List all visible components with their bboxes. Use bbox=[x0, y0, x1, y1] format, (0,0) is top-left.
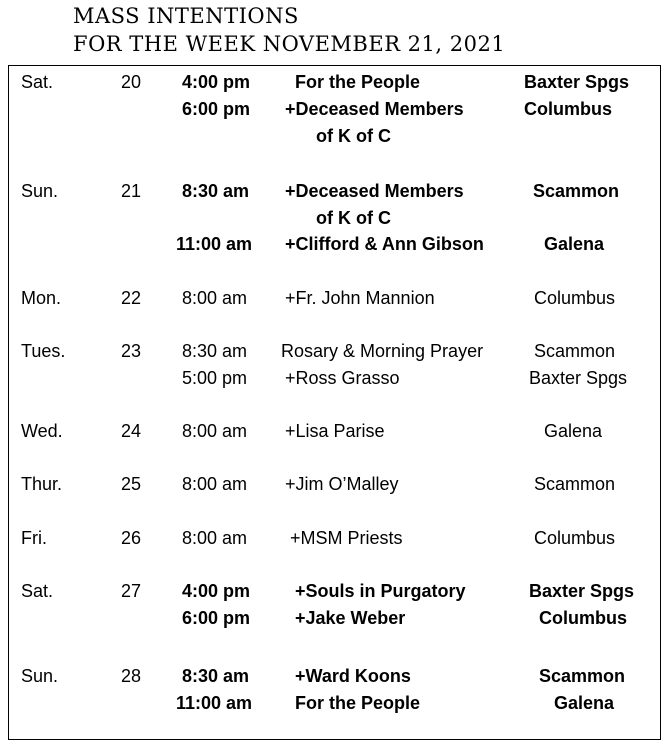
mass-intention: For the People bbox=[295, 693, 421, 713]
mass-time: 4:00 pm bbox=[182, 581, 251, 601]
day-label: Tues. bbox=[21, 341, 66, 361]
mass-location: Baxter Spgs bbox=[529, 368, 628, 388]
mass-intention: +Souls in Purgatory bbox=[295, 581, 466, 601]
mass-intention: +Fr. John Mannion bbox=[285, 288, 435, 308]
mass-intention: +Jim O’Malley bbox=[285, 474, 399, 494]
mass-intention: +Clifford & Ann Gibson bbox=[285, 234, 484, 254]
day-label: Mon. bbox=[21, 288, 62, 308]
mass-intention: For the People bbox=[295, 72, 421, 92]
date-label: 24 bbox=[121, 421, 142, 441]
day-label: Wed. bbox=[21, 421, 63, 441]
mass-intention: +MSM Priests bbox=[290, 528, 403, 548]
mass-intention: Rosary & Morning Prayer bbox=[281, 341, 484, 361]
mass-time: 6:00 pm bbox=[182, 608, 251, 628]
mass-intention: +Lisa Parise bbox=[285, 421, 385, 441]
day-label: Sat. bbox=[21, 72, 54, 92]
page-title-line-1: MASS INTENTIONS bbox=[73, 4, 299, 28]
mass-time: 8:00 am bbox=[182, 474, 248, 494]
day-label: Sat. bbox=[21, 581, 54, 601]
date-label: 25 bbox=[121, 474, 142, 494]
date-label: 21 bbox=[121, 181, 142, 201]
mass-time: 11:00 am bbox=[176, 693, 253, 713]
date-label: 22 bbox=[121, 288, 142, 308]
mass-intention: +Deceased Members bbox=[285, 181, 464, 201]
mass-time: 8:30 am bbox=[182, 341, 248, 361]
mass-location: Scammon bbox=[534, 474, 616, 494]
mass-intention: +Ross Grasso bbox=[285, 368, 400, 388]
date-label: 27 bbox=[121, 581, 142, 601]
mass-time: 5:00 pm bbox=[182, 368, 248, 388]
mass-time: 8:00 am bbox=[182, 421, 248, 441]
mass-time: 6:00 pm bbox=[182, 99, 251, 119]
page-title-line-2: FOR THE WEEK NOVEMBER 21, 2021 bbox=[73, 32, 506, 56]
mass-time: 8:30 am bbox=[182, 666, 250, 686]
mass-location: Columbus bbox=[524, 99, 612, 119]
schedule-box bbox=[8, 65, 661, 740]
mass-intention: +Jake Weber bbox=[295, 608, 406, 628]
mass-location: Scammon bbox=[533, 181, 620, 201]
date-label: 26 bbox=[121, 528, 142, 548]
day-label: Thur. bbox=[21, 474, 63, 494]
date-label: 23 bbox=[121, 341, 142, 361]
mass-time: 8:00 am bbox=[182, 528, 248, 548]
mass-intention-continued: of K of C bbox=[316, 126, 391, 146]
mass-location: Scammon bbox=[534, 341, 616, 361]
mass-time: 8:30 am bbox=[182, 181, 250, 201]
mass-location: Columbus bbox=[534, 528, 616, 548]
mass-time: 11:00 am bbox=[176, 234, 253, 254]
day-label: Sun. bbox=[21, 181, 59, 201]
mass-time: 8:00 am bbox=[182, 288, 248, 308]
mass-intention: +Ward Koons bbox=[295, 666, 411, 686]
mass-location: Baxter Spgs bbox=[529, 581, 635, 601]
mass-location: Columbus bbox=[534, 288, 616, 308]
date-label: 20 bbox=[121, 72, 142, 92]
mass-location: Baxter Spgs bbox=[524, 72, 630, 92]
mass-location: Galena bbox=[544, 421, 603, 441]
mass-location: Galena bbox=[554, 693, 615, 713]
date-label: 28 bbox=[121, 666, 142, 686]
day-label: Sun. bbox=[21, 666, 59, 686]
mass-location: Galena bbox=[544, 234, 605, 254]
mass-location: Scammon bbox=[539, 666, 626, 686]
mass-intention-continued: of K of C bbox=[316, 208, 391, 228]
mass-intention: +Deceased Members bbox=[285, 99, 464, 119]
mass-location: Columbus bbox=[539, 608, 627, 628]
mass-time: 4:00 pm bbox=[182, 72, 251, 92]
day-label: Fri. bbox=[21, 528, 47, 548]
